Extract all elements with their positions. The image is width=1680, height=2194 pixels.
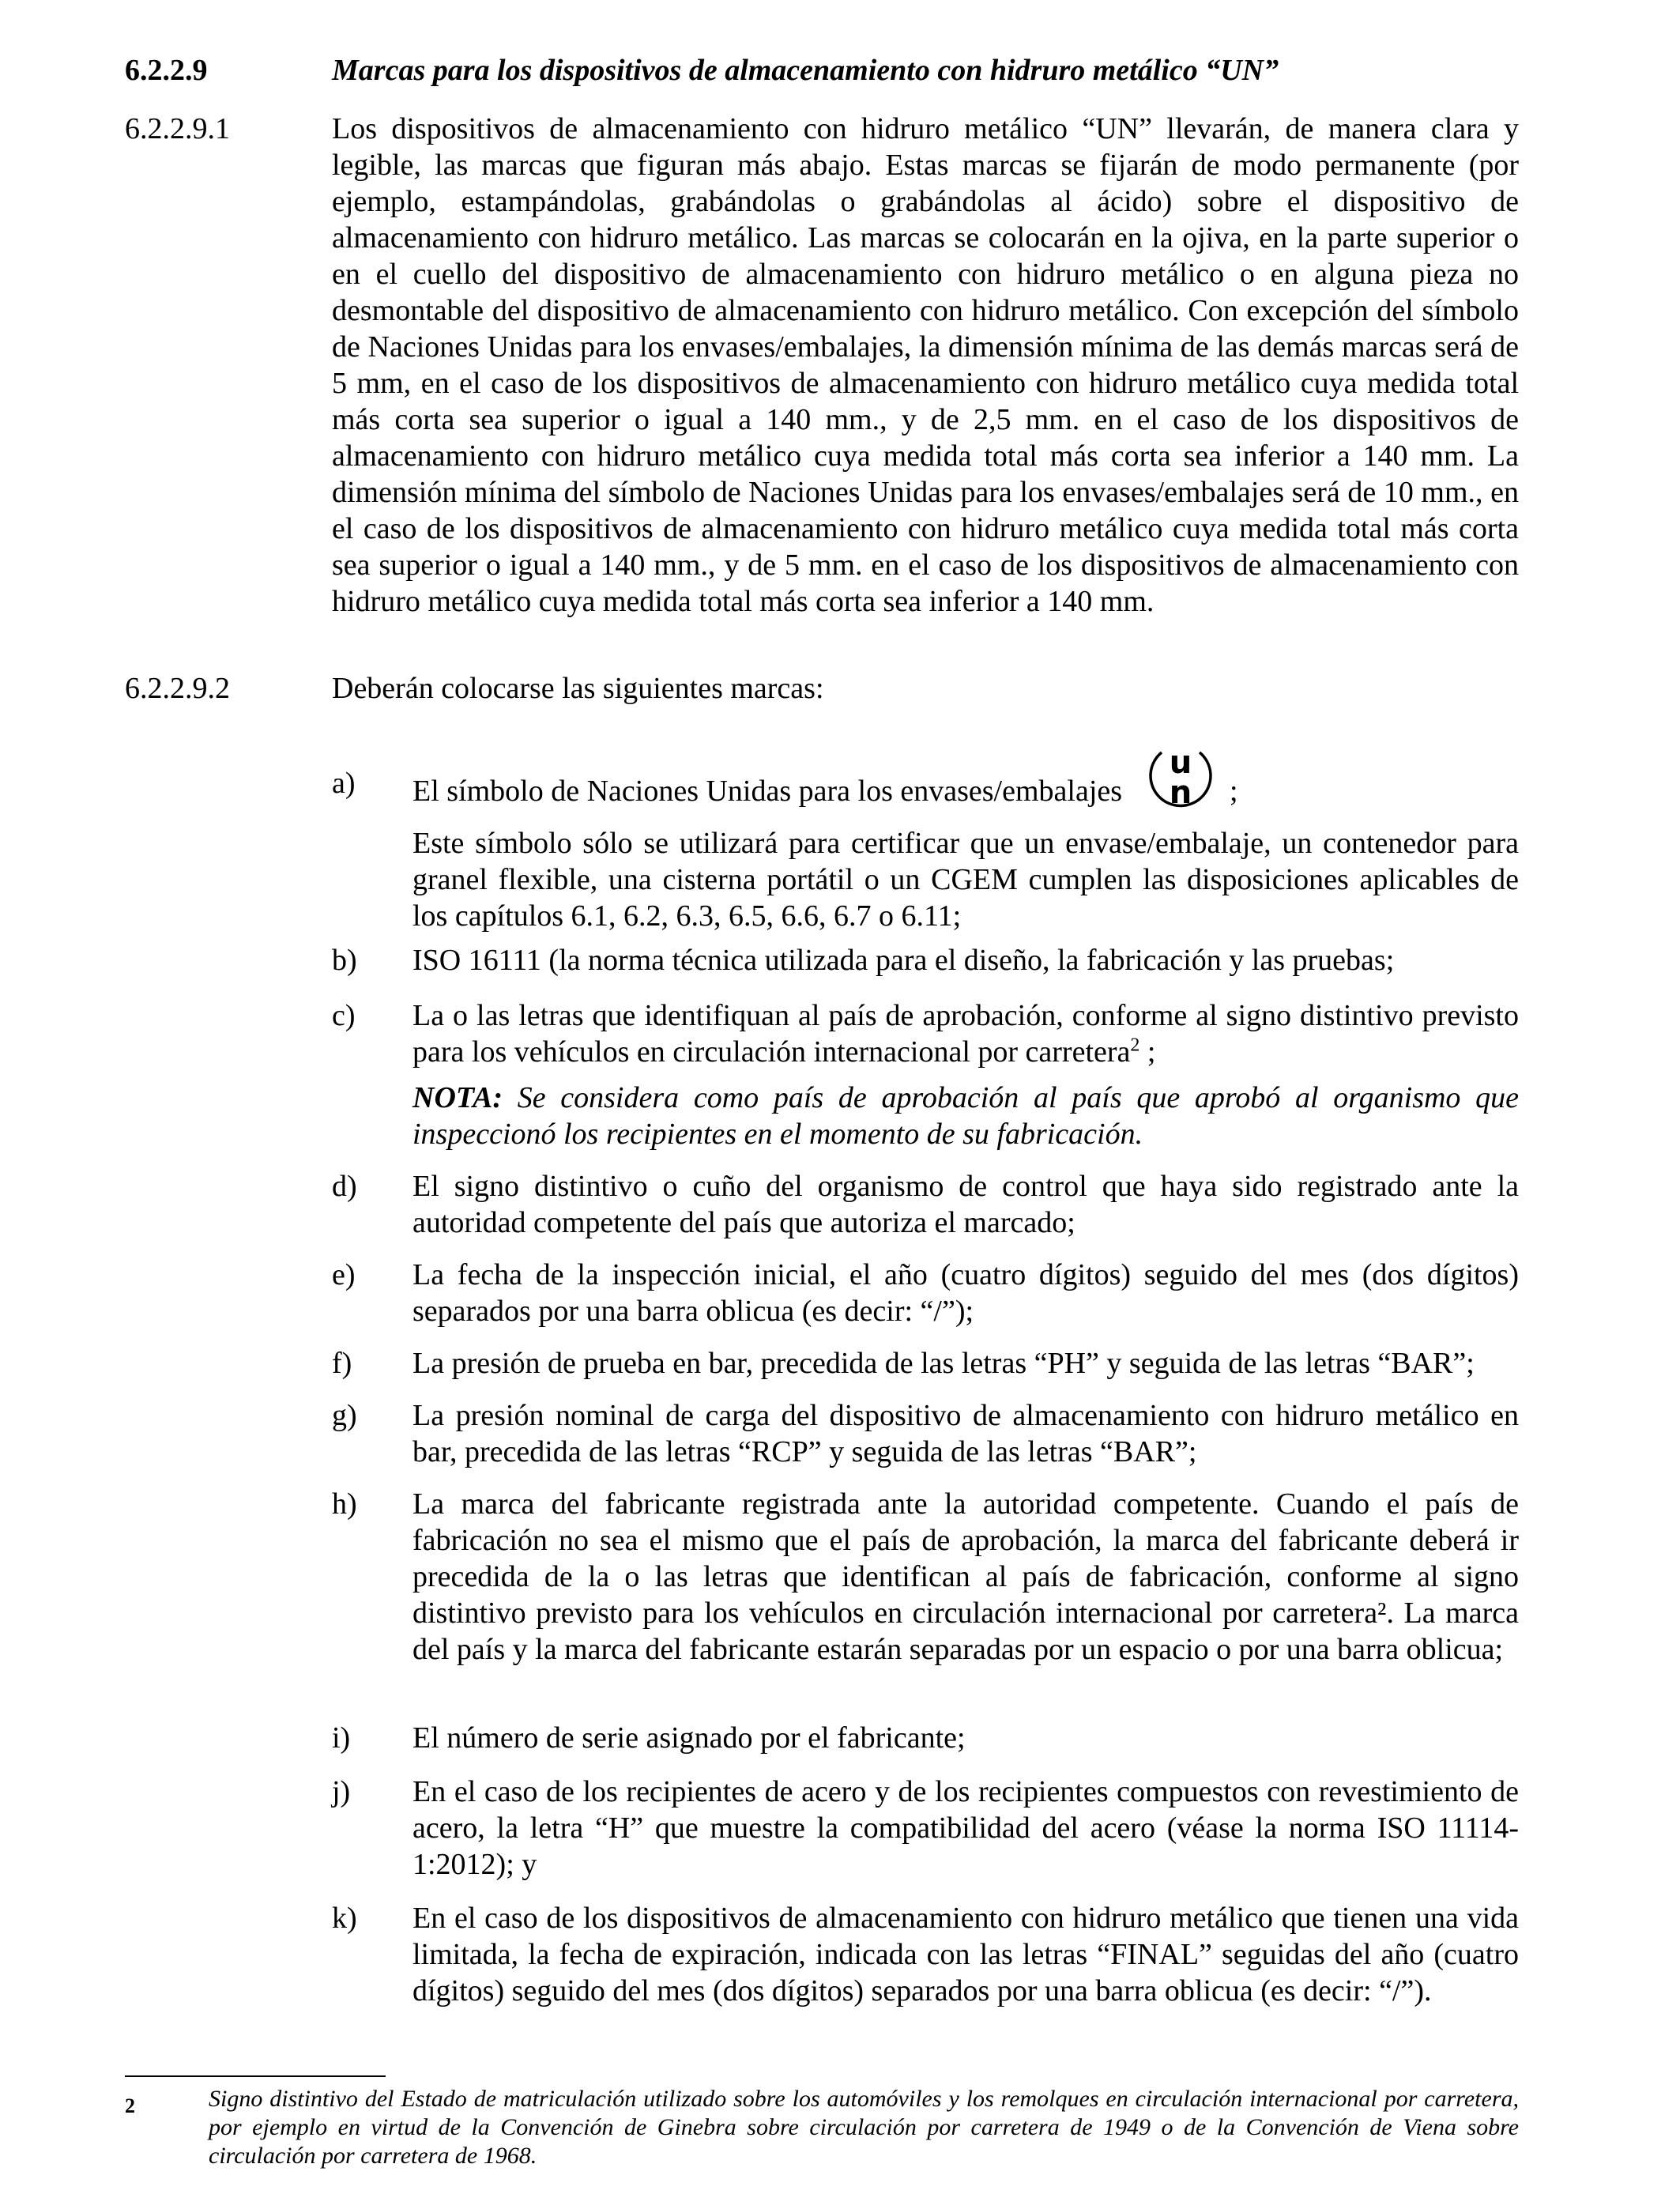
un-packaging-symbol-icon (1146, 741, 1215, 823)
paragraph-text: Los dispositivos de almacenamiento con hidruro metálico “UN” llevarán, de manera clara y legible, las marcas que figuran más abajo. Estas marcas se fijarán de modo permanente (por ejemplo, estampándolas, grabándolas o grabándolas al ácido) sobre el dispositivo de almacenamiento con hidruro metálico. Las marcas se colocarán en la ojiva, en la parte superior o en el cuello del dispositivo de almacenamiento con hidruro metálico o en alguna pieza no desmontable del dispositivo de almacenamiento con hidruro metálico. Con excepción del símbolo de Naciones Unidas para los envases/embalajes, la dimensión mínima de las demás marcas será de 5 mm, en el caso de los dispositivos de almacenamiento con hidruro metálico cuya medida total más corta sea superior o igual a 140 mm., y de 2,5 mm. en el caso de los dispositivos de almacenamiento con hidruro metálico cuya medida total más corta sea inferior a 140 mm. La dimensión mínima del símbolo de Naciones Unidas para los envases/embalajes será de 10 mm., en el caso de los dispositivos de almacenamiento con hidruro metálico cuya medida total más corta sea superior o igual a 140 mm., y de 5 mm. en el caso de los dispositivos de almacenamiento con hidruro metálico cuya medida total más corta sea inferior a 140 mm. (332, 112, 1519, 618)
section-title: Marcas para los dispositivos de almacenamiento con hidruro metálico “UN” (332, 54, 1279, 87)
list-item-label: j) (332, 1775, 351, 1808)
list-item-label: c) (332, 999, 356, 1032)
list-item-text (412, 997, 1519, 1070)
list-item-a-text: El símbolo de Naciones Unidas para los envases/embalajes (412, 775, 1123, 809)
footnote-separator (125, 2075, 386, 2077)
note-text (412, 1080, 1519, 1152)
list-item-c-text: La o las letras que identifiquan al país de aprobación, conforme al signo distintivo previsto para los vehículos en circulación internacional por carretera (412, 999, 1519, 1069)
list-item-label: g) (332, 1399, 357, 1432)
list-item-label: f) (332, 1347, 352, 1380)
list-item-text: La marca del fabricante registrada ante la autoridad competente. Cuando el país de fabricación no sea el mismo que el país de aprobación, la marca del fabricante deberá ir precedida de la o las letras que identifican al país de fabricación, conforme al signo distintivo previsto para los vehículos en circulación internacional por carretera². La marca del país y la marca del fabricante estarán separadas por un espacio o por una barra oblicua; (412, 1487, 1519, 1666)
list-item-text: ISO 16111 (la norma técnica utilizada para el diseño, la fabricación y las pruebas; (412, 944, 1395, 977)
list-item-subtext: Este símbolo sólo se utilizará para certificar que un envase/embalaje, un contenedor para granel flexible, una cisterna portátil o un CGEM cumplen las disposiciones aplicables de los capítulos 6.1, 6.2, 6.3, 6.5, 6.6, 6.7 o 6.11; (412, 827, 1519, 933)
list-item-text: La presión de prueba en bar, precedida de las letras “PH” y seguida de las letras “BAR”; (412, 1347, 1475, 1380)
footnote-text: Signo distintivo del Estado de matriculación utilizado sobre los automóviles y los remolques en circulación internacional por carretera, por ejemplo en virtud de la Convención de Ginebra sobre circulación por carretera de 1949 o de la Convención de Viena sobre circulación por carretera de 1968. (209, 2086, 1519, 2169)
list-item-text: La presión nominal de carga del dispositivo de almacenamiento con hidruro metálico en bar, precedida de las letras “RCP” y seguida de las letras “BAR”; (412, 1399, 1519, 1468)
list-item-label: e) (332, 1258, 356, 1291)
list-item-text (412, 745, 1519, 823)
list-item-label: d) (332, 1170, 357, 1203)
list-item-text: La fecha de la inspección inicial, el año (cuatro dígitos) seguido del mes (dos dígitos) separados por una barra oblicua (es decir: “/”); (412, 1258, 1519, 1328)
footnote-number: 2 (125, 2094, 135, 2117)
section-number: 6.2.2.9 (125, 54, 208, 87)
list-item-label: h) (332, 1487, 357, 1521)
note-label: NOTA: (412, 1081, 503, 1114)
paragraph-text: Deberán colocarse las siguientes marcas: (332, 672, 824, 705)
paragraph-number: 6.2.2.9.2 (125, 672, 230, 705)
list-item-a-suffix: ; (1230, 775, 1238, 809)
list-item-text: El signo distintivo o cuño del organismo de control que haya sido registrado ante la autoridad competente del país que autoriza el marcado; (412, 1170, 1519, 1239)
un-symbol-letter-n: n (1169, 775, 1192, 811)
note-body: Se considera como país de aprobación al país que aprobó al organismo que inspeccionó los recipientes en el momento de su fabricación. (412, 1081, 1519, 1151)
list-item-label: a) (332, 767, 356, 800)
list-item-text: En el caso de los dispositivos de almacenamiento con hidruro metálico que tienen una vida limitada, la fecha de expiración, indicada con las letras “FINAL” seguidas del año (cuatro dígitos) seguido del mes (dos dígitos) separados por una barra oblicua (es decir: “/”). (412, 1902, 1519, 2007)
list-item-label: i) (332, 1721, 351, 1755)
paragraph-number: 6.2.2.9.1 (125, 112, 230, 145)
list-item-text: El número de serie asignado por el fabricante; (412, 1721, 966, 1755)
un-symbol-letter-u: u (1169, 745, 1192, 781)
footnote-reference[interactable]: 2 (1130, 1035, 1140, 1056)
list-item-label: b) (332, 944, 357, 977)
list-item-text: En el caso de los recipientes de acero y de los recipientes compuestos con revestimiento de acero, la letra “H” que muestre la compatibilidad del acero (véase la norma ISO 11114-1:2012); y (412, 1775, 1519, 1881)
list-item-label: k) (332, 1902, 357, 1935)
list-item-c-suffix: ; (1139, 1035, 1156, 1069)
